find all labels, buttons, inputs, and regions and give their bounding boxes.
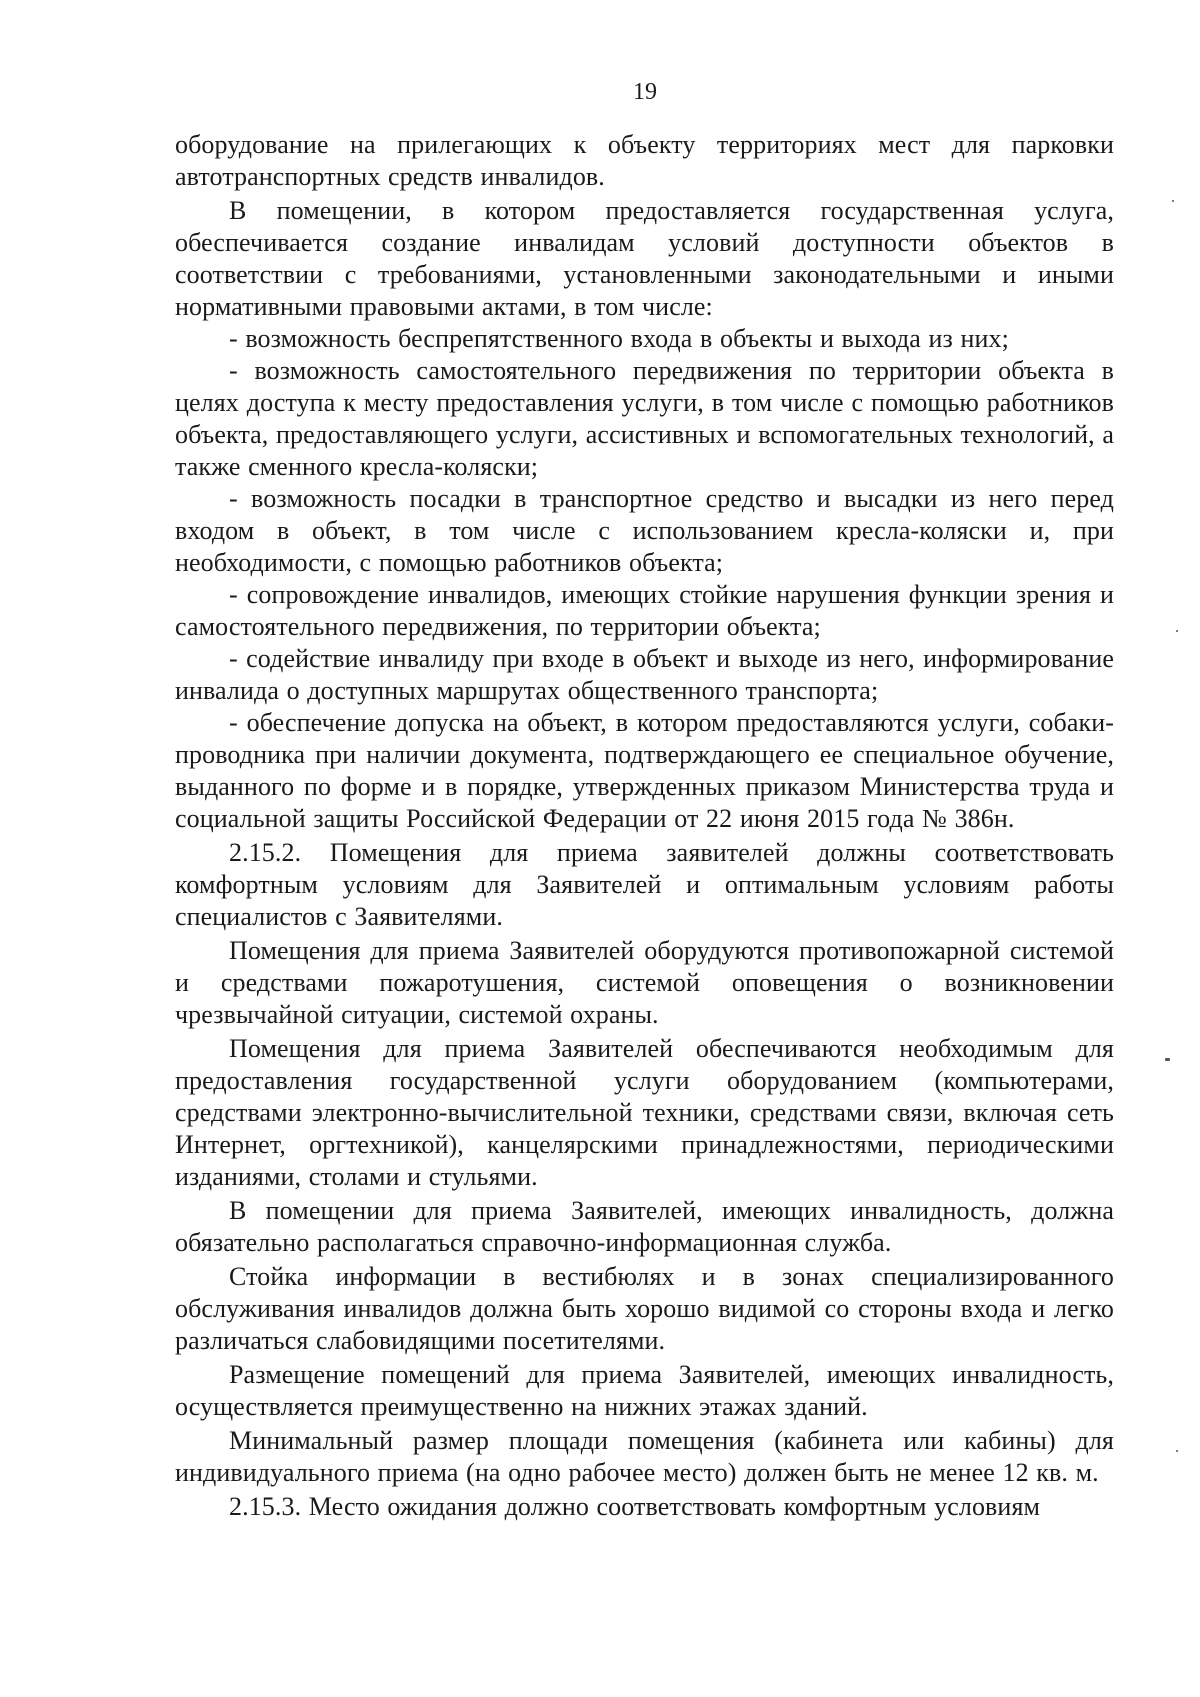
document-body [175,129,1114,1523]
scan-speck [1176,630,1178,632]
scan-speck [1165,1058,1170,1061]
section-2-15-2: 2.15.2. Помещения для приема заявителей должны соответствовать комфортным условиям для Заявителей и оптимальным условиям работы специалистов с Заявителями. [175,838,1114,931]
paragraph-placement: Размещение помещений для приема Заявителей, имеющих инвалидность, осуществляется преимущественно на нижних этажах зданий. [175,1360,1114,1421]
list-item-4: - сопровождение инвалидов, имеющих стойкие нарушения функции зрения и самостоятельного передвижения, по территории объекта; [175,580,1114,641]
list-item-6: - обеспечение допуска на объект, в котором предоставляются услуги, собаки-проводника при наличии документа, подтверждающего ее специальное обучение, выданного по форме и в порядке, утвержденных приказом Министерства труда и социальной защиты Российской Федерации от 22 июня 2015 года № 386н. [175,708,1114,833]
list-item-2: - возможность самостоятельного передвижения по территории объекта в целях доступа к месту предоставления услуги, в том числе с помощью работников объекта, предоставляющего услуги, ассистивных и вспомогательных технологий, а также сменного кресла-коляски; [175,356,1114,481]
scan-speck [1172,200,1174,202]
paragraph-equipment: Помещения для приема Заявителей обеспечиваются необходимым для предоставления государственной услуги оборудованием (компьютерами, средствами электронно-вычислительной техники, средствами связи, включая сеть Интернет, оргтехникой), канцелярскими принадлежностями, периодическими изданиями, столами и стульями. [175,1034,1114,1191]
paragraph-fire-safety: Помещения для приема Заявителей оборудуются противопожарной системой и средствами пожаротушения, системой оповещения о возникновении чрезвычайной ситуации, системой охраны. [175,936,1114,1029]
scan-speck [1176,1450,1178,1452]
paragraph-info-desk: Стойка информации в вестибюлях и в зонах специализированного обслуживания инвалидов должна быть хорошо видимой со стороны входа и легко различаться слабовидящими посетителями. [175,1262,1114,1355]
paragraph-info-service: В помещении для приема Заявителей, имеющих инвалидность, должна обязательно располагаться справочно-информационная служба. [175,1196,1114,1257]
list-item-3: - возможность посадки в транспортное средство и высадки из него перед входом в объект, в том числе с использованием кресла-коляски и, при необходимости, с помощью работников объекта; [175,484,1114,577]
paragraph-2: В помещении, в котором предоставляется государственная услуга, обеспечивается создание инвалидам условий доступности объектов в соответствии с требованиями, установленными законодательными и иными нормативными правовыми актами, в том числе: [175,196,1114,321]
page-number: 19 [633,79,657,105]
paragraph-1: оборудование на прилегающих к объекту территориях мест для парковки автотранспортных средств инвалидов. [175,130,1114,191]
list-item-1: - возможность беспрепятственного входа в объекты и выхода из них; [229,324,1009,353]
paragraph-min-area: Минимальный размер площади помещения (кабинета или кабины) для индивидуального приема (на одно рабочее место) должен быть не менее 12 кв. м. [175,1426,1114,1487]
section-2-15-3: 2.15.3. Место ожидания должно соответствовать комфортным условиям [229,1492,1041,1521]
list-item-5: - содействие инвалиду при входе в объект и выходе из него, информирование инвалида о доступных маршрутах общественного транспорта; [175,644,1114,705]
